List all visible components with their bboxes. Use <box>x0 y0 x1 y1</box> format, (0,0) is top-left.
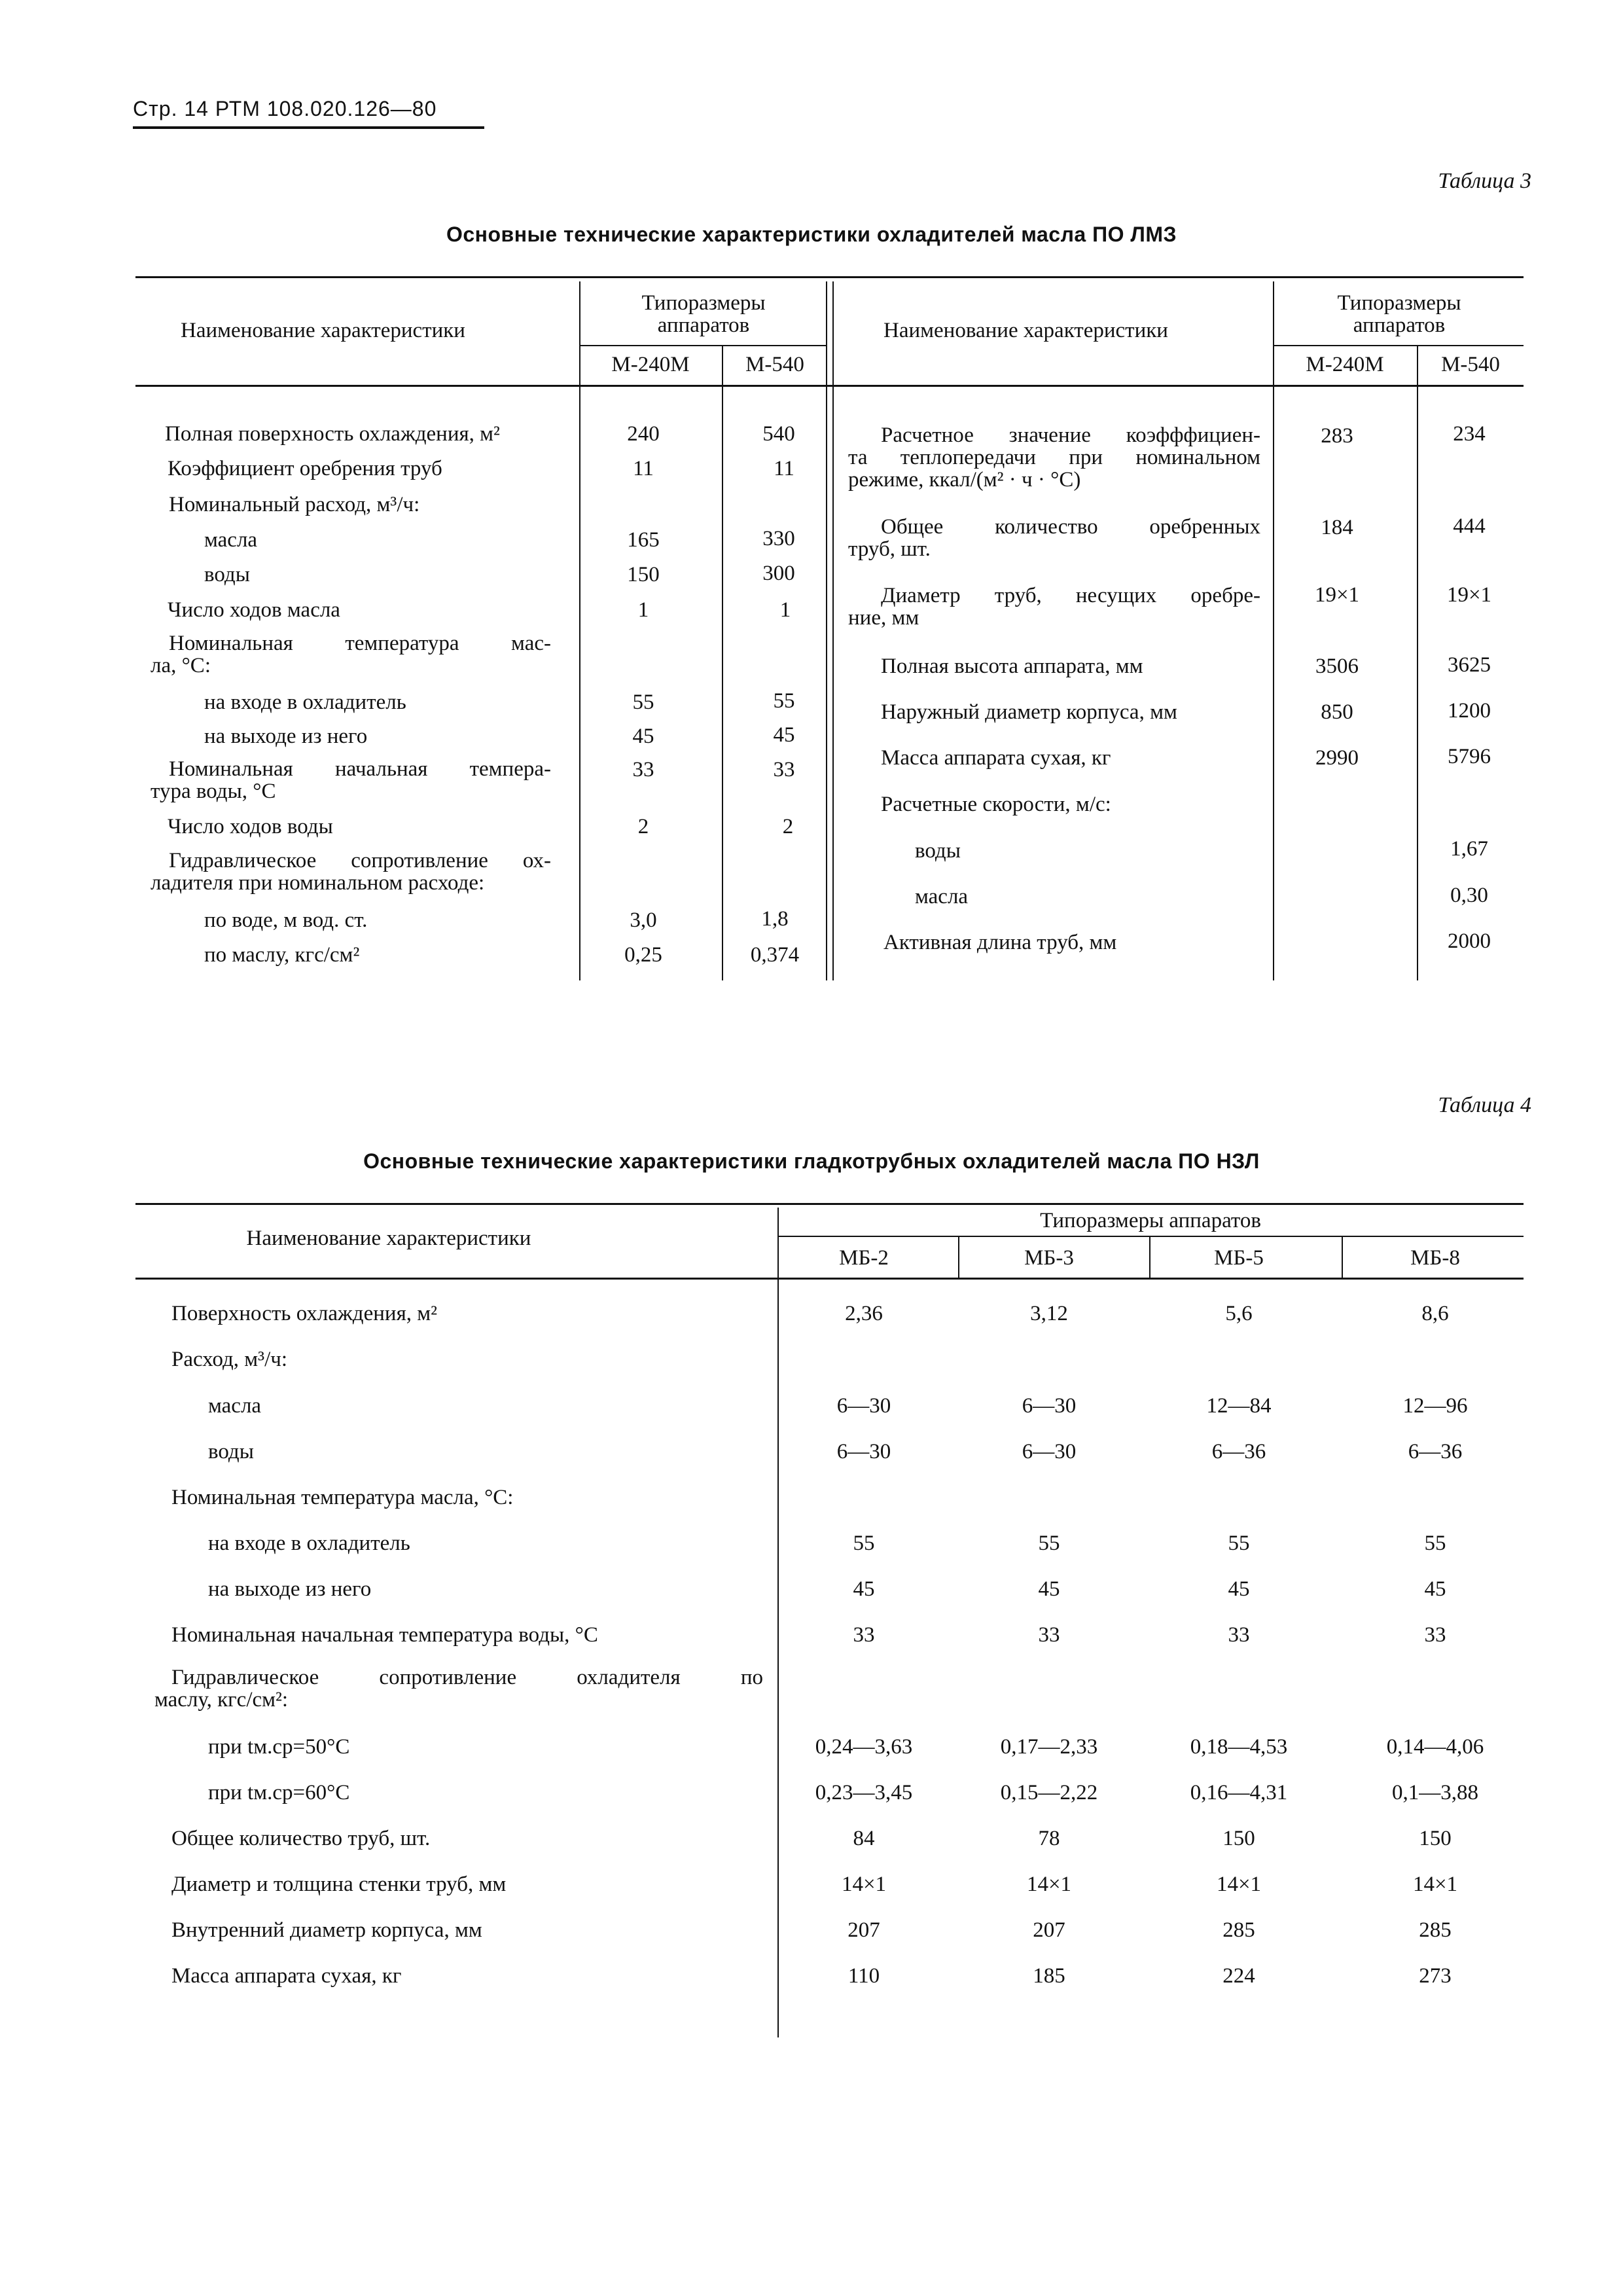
row-label: Общее количество труб, шт. <box>171 1827 431 1850</box>
row-value: 1,67 <box>1450 837 1488 861</box>
label-line: Гидравлическое сопротивление ох- <box>169 849 551 872</box>
row-value: 540 <box>762 422 795 446</box>
table3-number: Таблица 3 <box>1438 169 1531 193</box>
row-value: 6—30 <box>836 1440 891 1463</box>
row-label: по маслу, кгс/см² <box>204 943 360 967</box>
row-label: Число ходов масла <box>168 598 340 622</box>
table4-model: МБ-5 <box>1214 1246 1264 1270</box>
table3-vrule <box>832 281 834 980</box>
row-value: 1,8 <box>761 907 789 931</box>
row-value: 110 <box>847 1964 880 1988</box>
row-label: Полная поверхность охлаждения, м² <box>165 422 500 446</box>
label-line: режиме, ккал/(м² · ч · °С) <box>848 468 1081 492</box>
label-line: Диаметр труб, несущих оребре- <box>881 584 1260 607</box>
label-line: тура воды, °С <box>151 780 276 803</box>
row-value: 1 <box>637 598 649 622</box>
row-value: 55 <box>1424 1532 1446 1555</box>
row-value: 11 <box>633 457 654 480</box>
table3-vrule <box>826 281 827 980</box>
row-value: 2 <box>782 815 794 838</box>
table4-vrule <box>1149 1237 1150 1278</box>
table4-vrule <box>1342 1237 1343 1278</box>
label-line: Гидравлическое сопротивление охладителя по <box>171 1666 763 1689</box>
label-line: Общее количество оребренных <box>881 515 1260 539</box>
header-text: аппаратов <box>1353 314 1446 337</box>
row-value: 273 <box>1419 1964 1452 1988</box>
label-line: труб, шт. <box>848 537 931 561</box>
row-value: 45 <box>853 1577 875 1601</box>
row-label: Номинальный расход, м³/ч: <box>169 493 420 516</box>
table4-top-rule <box>135 1203 1524 1205</box>
row-value: 0,14—4,06 <box>1386 1735 1484 1759</box>
table3-model: М-540 <box>1441 353 1500 376</box>
row-value: 5796 <box>1448 745 1491 768</box>
row-value: 6—36 <box>1211 1440 1266 1463</box>
row-label: Расход, м³/ч: <box>171 1348 288 1371</box>
header-text: Типоразмеры <box>641 291 766 315</box>
row-value: 0,25 <box>624 943 662 967</box>
row-value: 19×1 <box>1314 583 1360 607</box>
row-value: 45 <box>773 723 795 747</box>
row-label <box>151 632 551 677</box>
row-value: 150 <box>1222 1827 1255 1850</box>
row-value: 3506 <box>1315 655 1359 678</box>
row-value: 850 <box>1321 700 1353 724</box>
row-label <box>154 1666 763 1711</box>
row-value: 84 <box>853 1827 875 1850</box>
table4-number: Таблица 4 <box>1438 1093 1531 1117</box>
row-label: Активная длина труб, мм <box>883 931 1117 954</box>
row-value: 0,30 <box>1450 884 1488 907</box>
row-value: 55 <box>1038 1532 1060 1555</box>
row-value: 12—96 <box>1402 1394 1468 1418</box>
row-label: на выходе из него <box>208 1577 372 1601</box>
table3-col-sizes-right <box>1337 292 1461 336</box>
label-line: та теплопередачи при номинальном <box>848 446 1260 469</box>
row-value: 33 <box>632 758 654 781</box>
row-value: 45 <box>1424 1577 1446 1601</box>
row-value: 12—84 <box>1206 1394 1272 1418</box>
row-label: Поверхность охлаждения, м² <box>171 1302 438 1325</box>
header-text: Типоразмеры <box>1337 291 1461 315</box>
table3-col-name-right: Наименование характеристики <box>883 319 1168 342</box>
row-value: 33 <box>853 1623 875 1647</box>
row-value: 78 <box>1038 1827 1060 1850</box>
table4-vrule <box>958 1237 959 1278</box>
row-label: Диаметр и толщина стенки труб, мм <box>171 1873 507 1896</box>
table3-col-name-left: Наименование характеристики <box>181 319 465 342</box>
row-value: 14×1 <box>1216 1873 1262 1896</box>
row-value: 55 <box>632 691 654 714</box>
row-label <box>848 516 1260 560</box>
row-label: Наружный диаметр корпуса, мм <box>881 700 1177 724</box>
row-value: 207 <box>847 1918 880 1942</box>
table4-title: Основные технические характеристики гладкотрубных охладителей масла ПО НЗЛ <box>363 1149 1260 1173</box>
row-label: масла <box>204 528 258 552</box>
row-value: 0,24—3,63 <box>815 1735 913 1759</box>
row-value: 3,0 <box>630 908 657 932</box>
row-value: 224 <box>1222 1964 1255 1988</box>
row-label: на входе в охладитель <box>208 1532 410 1555</box>
row-value: 3,12 <box>1030 1302 1068 1325</box>
row-value: 11 <box>774 457 794 480</box>
row-value: 33 <box>1424 1623 1446 1647</box>
row-value: 0,1—3,88 <box>1392 1781 1478 1804</box>
row-value: 1200 <box>1448 699 1491 723</box>
label-line: Расчетное значение коэфффициен- <box>881 423 1260 447</box>
row-value: 285 <box>1222 1918 1255 1942</box>
row-label: Число ходов воды <box>168 815 333 838</box>
row-label <box>151 850 551 894</box>
row-value: 8,6 <box>1421 1302 1449 1325</box>
row-label: на выходе из него <box>204 725 368 748</box>
table4-vrule <box>777 1208 779 2037</box>
table3-col-sizes-left <box>641 292 765 336</box>
row-value: 33 <box>1228 1623 1250 1647</box>
header-text: аппаратов <box>657 314 750 337</box>
row-value: 285 <box>1419 1918 1452 1942</box>
row-value: 330 <box>762 527 795 550</box>
row-value: 165 <box>627 528 660 552</box>
row-label: по воде, м вод. ст. <box>204 908 368 932</box>
label-line: ла, °С: <box>151 654 211 677</box>
row-value: 185 <box>1033 1964 1065 1988</box>
row-value: 300 <box>762 562 795 585</box>
table4-subheader-rule <box>777 1236 1524 1237</box>
row-value: 45 <box>1228 1577 1250 1601</box>
row-value: 33 <box>1038 1623 1060 1647</box>
row-value: 0,18—4,53 <box>1190 1735 1288 1759</box>
table3-vrule <box>579 281 580 980</box>
row-value: 45 <box>1038 1577 1060 1601</box>
row-value: 207 <box>1033 1918 1065 1942</box>
row-label: воды <box>204 563 250 586</box>
row-label: Номинальная температура масла, °С: <box>171 1486 514 1509</box>
row-value: 0,23—3,45 <box>815 1781 913 1804</box>
row-value: 184 <box>1321 516 1353 539</box>
table3-top-rule <box>135 276 1524 278</box>
row-label: масла <box>915 885 969 908</box>
row-value: 19×1 <box>1446 583 1492 607</box>
label-line: Номинальная температура мас- <box>169 632 551 655</box>
row-value: 55 <box>1228 1532 1250 1555</box>
table3-vrule <box>1273 281 1274 980</box>
table3-vrule <box>722 346 723 980</box>
row-value: 45 <box>632 725 654 748</box>
row-value: 14×1 <box>1026 1873 1072 1896</box>
row-label: Номинальная начальная температура воды, °С <box>171 1623 598 1647</box>
row-value: 0,16—4,31 <box>1190 1781 1288 1804</box>
row-value: 14×1 <box>1412 1873 1458 1896</box>
label-line: маслу, кгс/см²: <box>154 1688 289 1712</box>
row-value: 55 <box>773 689 795 713</box>
row-value: 2,36 <box>845 1302 883 1325</box>
row-value: 55 <box>853 1532 875 1555</box>
row-value: 33 <box>773 758 795 781</box>
row-label: при tм.ср=60°С <box>208 1781 350 1804</box>
row-value: 0,15—2,22 <box>1000 1781 1098 1804</box>
label-line: ние, мм <box>848 606 919 630</box>
row-value: 14×1 <box>841 1873 887 1896</box>
row-value: 6—30 <box>836 1394 891 1418</box>
row-value: 6—30 <box>1022 1440 1077 1463</box>
row-value: 0,17—2,33 <box>1000 1735 1098 1759</box>
table3-subheader-rule-right <box>1273 345 1524 346</box>
row-label: Расчетные скорости, м/с: <box>881 793 1111 816</box>
table3-model: М-540 <box>745 353 804 376</box>
header-underline <box>133 126 484 129</box>
table3-subheader-rule-left <box>579 345 827 346</box>
table4-model: МБ-3 <box>1024 1246 1074 1270</box>
table3-title: Основные технические характеристики охладителей масла ПО ЛМЗ <box>446 223 1177 246</box>
row-value: 150 <box>627 563 660 586</box>
row-value: 3625 <box>1448 653 1491 677</box>
row-label: воды <box>208 1440 254 1463</box>
row-value: 2 <box>637 815 649 838</box>
row-label: на входе в охладитель <box>204 691 406 714</box>
table3-model: М-240М <box>1306 353 1384 376</box>
row-value: 240 <box>627 422 660 446</box>
table4-model: МБ-2 <box>839 1246 889 1270</box>
row-value: 1 <box>779 598 791 622</box>
row-value: 444 <box>1453 514 1486 538</box>
table4-col-sizes: Типоразмеры аппаратов <box>1040 1209 1261 1232</box>
row-label: Полная высота аппарата, мм <box>881 655 1143 678</box>
row-label: при tм.ср=50°С <box>208 1735 350 1759</box>
label-line: Номинальная начальная темпера- <box>169 757 551 781</box>
row-label: Коэффициент оребрения труб <box>168 457 442 480</box>
row-label <box>848 424 1260 491</box>
row-label <box>151 758 551 802</box>
table3-vrule <box>1417 346 1418 980</box>
label-line: ладителя при номинальном расходе: <box>151 871 485 895</box>
page-header: Стр. 14 РТМ 108.020.126—80 <box>133 97 437 120</box>
table4-model: МБ-8 <box>1410 1246 1460 1270</box>
row-value: 283 <box>1321 424 1353 448</box>
row-label <box>848 584 1260 629</box>
row-value: 234 <box>1453 422 1486 446</box>
table3-model: М-240М <box>611 353 690 376</box>
row-value: 6—36 <box>1408 1440 1463 1463</box>
table4-col-name: Наименование характеристики <box>246 1227 531 1250</box>
row-value: 5,6 <box>1225 1302 1253 1325</box>
table4-header-rule <box>135 1278 1524 1280</box>
row-label: Внутренний диаметр корпуса, мм <box>171 1918 482 1942</box>
row-label: воды <box>915 839 961 863</box>
row-label: масла <box>208 1394 262 1418</box>
row-value: 2000 <box>1448 929 1491 953</box>
row-value: 0,374 <box>750 943 800 967</box>
row-label: Масса аппарата сухая, кг <box>171 1964 402 1988</box>
row-value: 2990 <box>1315 746 1359 770</box>
row-value: 150 <box>1419 1827 1452 1850</box>
row-value: 6—30 <box>1022 1394 1077 1418</box>
row-label: Масса аппарата сухая, кг <box>881 746 1111 770</box>
table3-header-rule <box>135 385 1524 387</box>
